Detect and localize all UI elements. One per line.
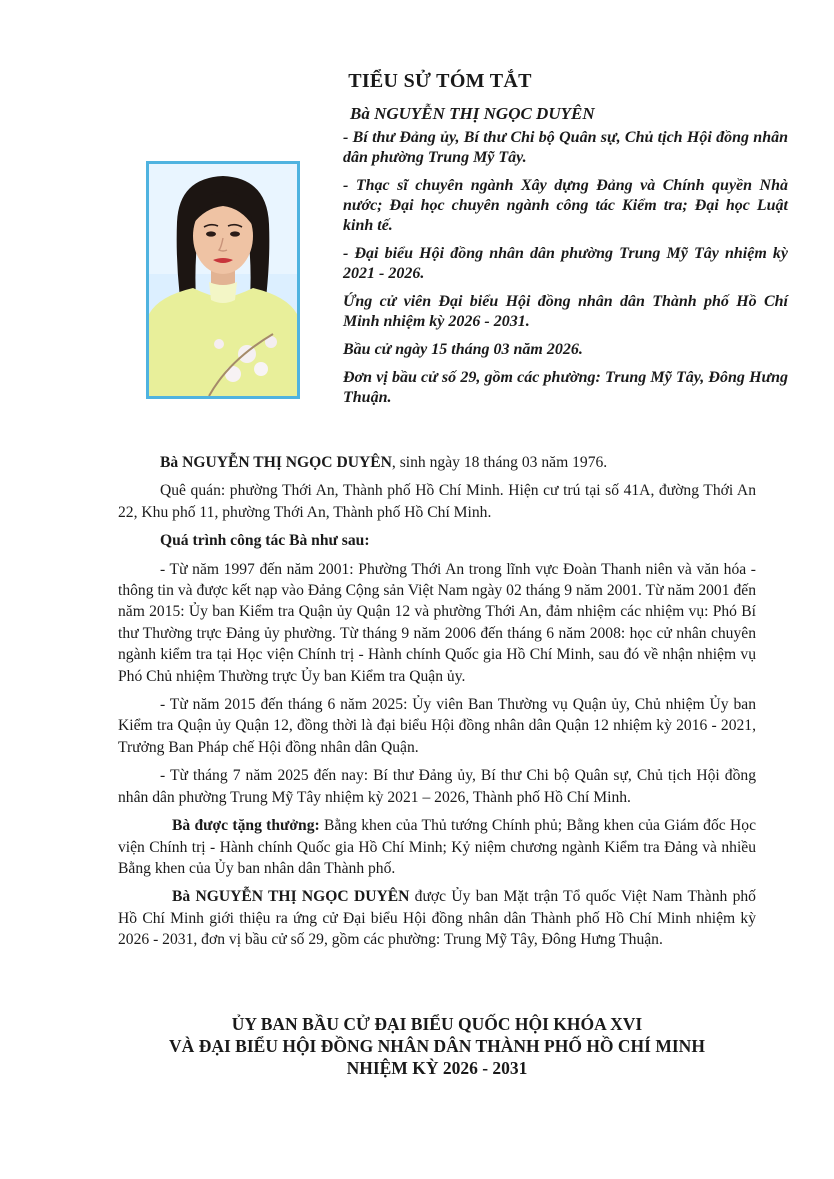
career-paragraph-2: - Từ năm 2015 đến tháng 6 năm 2025: Ủy viên Ban Thường vụ Quận ủy, Chủ nhiệm Ủy ban Kiểm tra Quận ủy Quận 12, đồng thời là đại biểu Hội đồng nhân dân Quận 12 nhiệm kỳ 2016 - 2021, Trưởng Ban Pháp chế Hội đồng nhân dân Quận. [118,696,756,756]
biography-body [118,452,756,958]
summary-current-term: - Đại biểu Hội đồng nhân dân phường Trung Mỹ Tây nhiệm kỳ 2021 - 2026. [343,245,788,282]
closing-name: Bà NGUYỄN THỊ NGỌC DUYÊN [172,888,410,906]
summary-candidacy: Ứng cử viên Đại biểu Hội đồng nhân dân Thành phố Hồ Chí Minh nhiệm kỳ 2026 - 2031. [343,293,788,330]
hometown-paragraph: Quê quán: phường Thới An, Thành phố Hồ Chí Minh. Hiện cư trú tại số 41A, đường Thới An 22, Khu phố 11, phường Thới An, Thành phố Hồ Chí Minh. [118,482,756,521]
closing-text: được Ủy ban Mặt trận Tổ quốc Việt Nam Thành phố Hồ Chí Minh giới thiệu ra ứng cử Đại biểu Hội đồng nhân dân Thành phố Hồ Chí Minh nhiệm kỳ 2026 - 2031, đơn vị bầu cử số 29, gồm các phường: Trung Mỹ Tây, Đông Hưng Thuận. [118,888,756,949]
document-title: TIỂU SỬ TÓM TẮT [348,70,532,92]
footer-line-2: VÀ ĐẠI BIỂU HỘI ĐỒNG NHÂN DÂN THÀNH PHỐ HỒ CHÍ MINH [169,1036,705,1056]
intro-name: Bà NGUYỄN THỊ NGỌC DUYÊN [160,454,392,471]
footer-line-3: NHIỆM KỲ 2026 - 2031 [346,1058,528,1078]
intro-birthdate: , sinh ngày 18 tháng 03 năm 1976. [391,454,608,471]
summary-position: - Bí thư Đảng ủy, Bí thư Chi bộ Quân sự, Chủ tịch Hội đồng nhân dân phường Trung Mỹ Tây. [343,129,788,166]
footer-line-1: ỦY BAN BẦU CỬ ĐẠI BIỂU QUỐC HỘI KHÓA XVI [231,1014,643,1034]
awards-label: Bà được tặng thưởng: [172,817,320,835]
awards-text: Bằng khen của Thủ tướng Chính phủ; Bằng khen của Giám đốc Học viện Chính trị - Hành chính Quốc gia Hồ Chí Minh; Kỷ niệm chương ngành Kiểm tra Đảng và nhiều Bằng khen của Ủy ban nhân dân Thành phố. [118,817,756,877]
awards-paragraph [118,815,756,879]
committee-signature [118,1013,756,1079]
career-heading: Quá trình công tác Bà như sau: [160,532,370,550]
portrait-image [149,164,297,396]
summary-election-date: Bầu cử ngày 15 tháng 03 năm 2026. [343,341,583,358]
candidate-portrait [146,161,300,399]
summary-constituency: Đơn vị bầu cử số 29, gồm các phường: Trung Mỹ Tây, Đông Hưng Thuận. [343,369,788,406]
candidate-name-heading: Bà NGUYỄN THỊ NGỌC DUYÊN [350,104,595,123]
closing-paragraph [118,886,756,950]
summary-education: - Thạc sĩ chuyên ngành Xây dựng Đảng và Chính quyền Nhà nước; Đại học chuyên ngành công tác Kiểm tra; Đại học Luật kinh tế. [343,177,788,234]
career-paragraph-3: - Từ tháng 7 năm 2025 đến nay: Bí thư Đảng ủy, Bí thư Chi bộ Quân sự, Chủ tịch Hội đồng nhân dân phường Trung Mỹ Tây nhiệm kỳ 2021 – 2026, Thành phố Hồ Chí Minh. [118,767,756,806]
career-paragraph-1: - Từ năm 1997 đến năm 2001: Phường Thới An trong lĩnh vực Đoàn Thanh niên và văn hóa - thông tin và được kết nạp vào Đảng Cộng sản Việt Nam ngày 02 tháng 9 năm 2001. Từ năm 2001 đến năm 2015: Ủy ban Kiểm tra Quận ủy Quận 12 và phường Thới An, đảm nhiệm các nhiệm vụ: Phó Bí thư Thường trực Đảng ủy phường. Từ tháng 9 năm 2006 đến tháng 6 năm 2008: học cử nhân chuyên ngành kiểm tra tại Học viện Chính trị - Hành chính Quốc gia Hồ Chí Minh, sau đó về nhận nhiệm vụ Phó Chủ nhiệm Thường trực Ủy ban Kiểm tra Quận ủy. [118,560,756,685]
intro-paragraph [118,452,756,473]
summary-block [343,128,788,416]
